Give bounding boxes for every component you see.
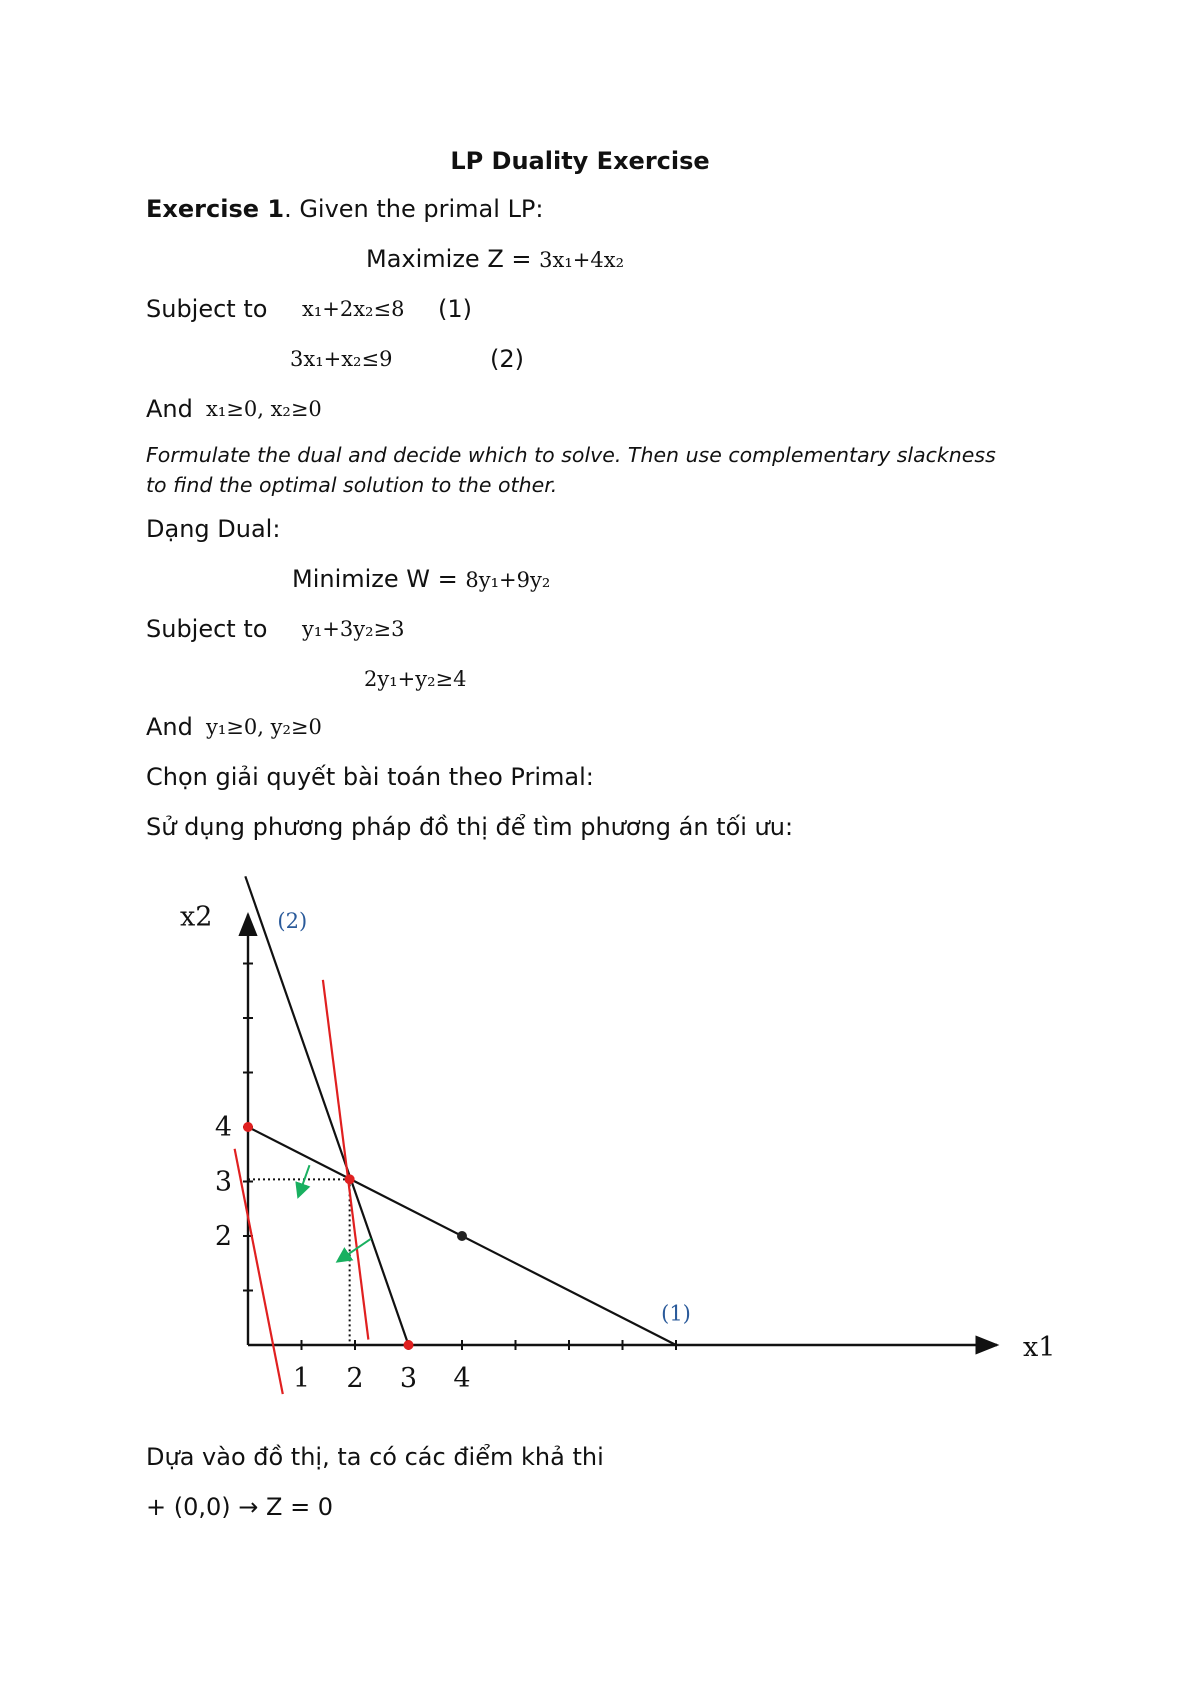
x-tick-label: 2 [346,1363,364,1394]
primal-objective-label: Maximize Z = [366,245,540,273]
dual-and-label: And [146,713,193,741]
feasible-direction-arrow-1 [299,1165,310,1195]
exercise-intro [146,194,544,224]
corner-point-2 [345,1174,355,1184]
x-tick-label: 4 [453,1363,471,1394]
y-tick-label: 3 [214,1166,232,1198]
x-axis-label: x1 [1023,1332,1056,1363]
primal-and-label: And [146,395,193,423]
instructions-paragraph: Formulate the dual and decide which to solve. Then use complementary slackness to find the optimal solution to the other. [146,443,996,497]
primal-constraint-1-tag: (1) [438,295,472,323]
dual-subject-label: Subject to [146,615,268,643]
objective-line-2 [323,980,368,1340]
corner-point-3 [404,1340,414,1350]
exercise-label: Exercise 1 [146,195,285,223]
y-tick-label: 2 [214,1221,232,1252]
feasible-region-graph [180,870,1060,1410]
constraint-line-2 [245,876,408,1345]
constraint-label-2: (2) [277,909,308,934]
corner-point-4 [457,1231,467,1241]
corner-point-1 [243,1122,253,1132]
exercise-intro-text: . Given the primal LP: [284,195,544,223]
choice-line: Chọn giải quyết bài toán theo Primal: [146,763,594,791]
dual-objective-expr: 8y₁+9y₂ [465,568,551,592]
dual-nonneg: y₁≥0, y₂≥0 [206,715,322,739]
x-tick-label: 1 [292,1363,311,1394]
dual-constraint-2: 2y₁+y₂≥4 [364,667,467,691]
y-tick-label: 4 [214,1112,232,1143]
dual-constraint-1: y₁+3y₂≥3 [302,617,405,641]
primal-objective-expr: 3x₁+4x₂ [539,248,624,272]
primal-objective [366,244,624,275]
feasible-point-line: + (0,0) → Z = 0 [146,1493,334,1521]
dual-objective-label: Minimize W = [292,565,466,593]
x-tick-label: 3 [399,1363,418,1394]
method-line: Sử dụng phương pháp đồ thị để tìm phương án tối ưu: [146,813,794,841]
dual-heading: Dạng Dual: [146,515,281,543]
objective-line-1 [235,1149,283,1394]
dual-objective [292,564,550,595]
primal-constraint-2: 3x₁+x₂≤9 [290,347,393,371]
y-axis-label: x2 [180,901,213,933]
primal-nonneg: x₁≥0, x₂≥0 [206,397,322,421]
constraint-label-1: (1) [661,1301,691,1326]
primal-subject-label: Subject to [146,295,268,323]
primal-constraint-1: x₁+2x₂≤8 [302,297,405,321]
primal-constraint-2-tag: (2) [490,345,524,373]
conclusion-line: Dựa vào đồ thị, ta có các điểm khả thi [146,1443,604,1471]
page-title: LP Duality Exercise [450,147,710,175]
